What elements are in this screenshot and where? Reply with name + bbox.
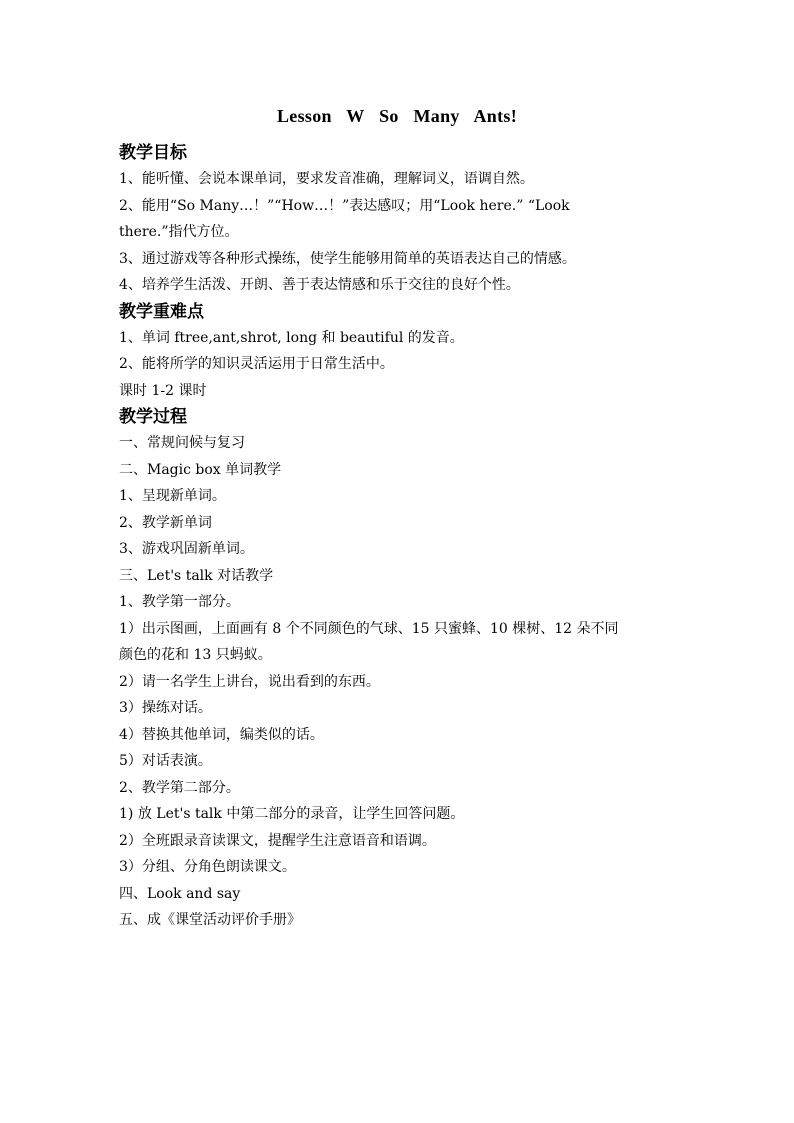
process-line: 3）操练对话。 — [119, 700, 212, 716]
process-line: 2、教学新单词 — [119, 514, 212, 531]
process-line: 五、成《课堂活动评价手册》 — [119, 912, 301, 928]
process-line: 1) 放 Let's talk 中第二部分的录音，让学生回答问题。 — [119, 806, 465, 822]
process-line: 二、Magic box 单词教学 — [119, 461, 282, 478]
process-line: 颜色的花和 13 只蚂蚁。 — [119, 647, 272, 663]
process-line: 2、教学第二部分。 — [119, 779, 240, 796]
key-points-section — [119, 299, 679, 405]
lesson-title: Lesson W So Many Ants! — [277, 106, 517, 126]
process-line: 2）全班跟录音读课文，提醒学生注意语音和语调。 — [119, 832, 436, 849]
process-line: 1、教学第一部分。 — [119, 594, 240, 610]
process-line: 一、常规问候与复习 — [119, 435, 245, 451]
process-line: 四、Look and say — [119, 885, 241, 902]
objectives-section — [119, 140, 679, 299]
key-points-heading: 教学重难点 — [119, 301, 204, 322]
process-line: 4）替换其他单词，编类似的话。 — [119, 726, 324, 743]
document-body — [119, 140, 679, 934]
objective-line-2-cont: there.”指代方位。 — [119, 224, 239, 240]
key-point-line-2: 2、能将所学的知识灵活运用于日常生活中。 — [119, 356, 394, 372]
process-line: 5）对话表演。 — [119, 753, 212, 769]
process-heading: 教学过程 — [119, 407, 187, 427]
process-line: 3、游戏巩固新单词。 — [119, 541, 254, 557]
objectives-heading: 教学目标 — [119, 143, 187, 163]
objective-line-2: 2、能用“So Many…！”“How…！”表达感叹；用“Look here.” “Look — [119, 197, 570, 214]
process-section — [119, 404, 679, 934]
key-point-line-1: 1、单词 ftree,ant,shrot, long 和 beautiful 的发音。 — [119, 329, 464, 346]
objective-line-1: 1、能听懂、会说本课单词，要求发音准确，理解词义，语调自然。 — [119, 171, 534, 187]
process-line: 1）出示图画，上面画有 8 个不同颜色的气球、15 只蜜蜂、10 棵树、12 朵不同 — [119, 620, 619, 637]
objective-line-4: 4、培养学生活泼、开朗、善于表达情感和乐于交往的良好个性。 — [119, 277, 520, 293]
objective-line-3: 3、通过游戏等各种形式操练，使学生能够用简单的英语表达自己的情感。 — [119, 250, 576, 267]
class-hours-line: 课时 1-2 课时 — [119, 382, 207, 399]
process-line: 1、呈现新单词。 — [119, 488, 226, 504]
process-line: 3）分组、分角色朗读课文。 — [119, 859, 296, 875]
process-line: 2）请一名学生上讲台，说出看到的东西。 — [119, 673, 380, 690]
process-line: 三、Let's talk 对话教学 — [119, 567, 274, 584]
